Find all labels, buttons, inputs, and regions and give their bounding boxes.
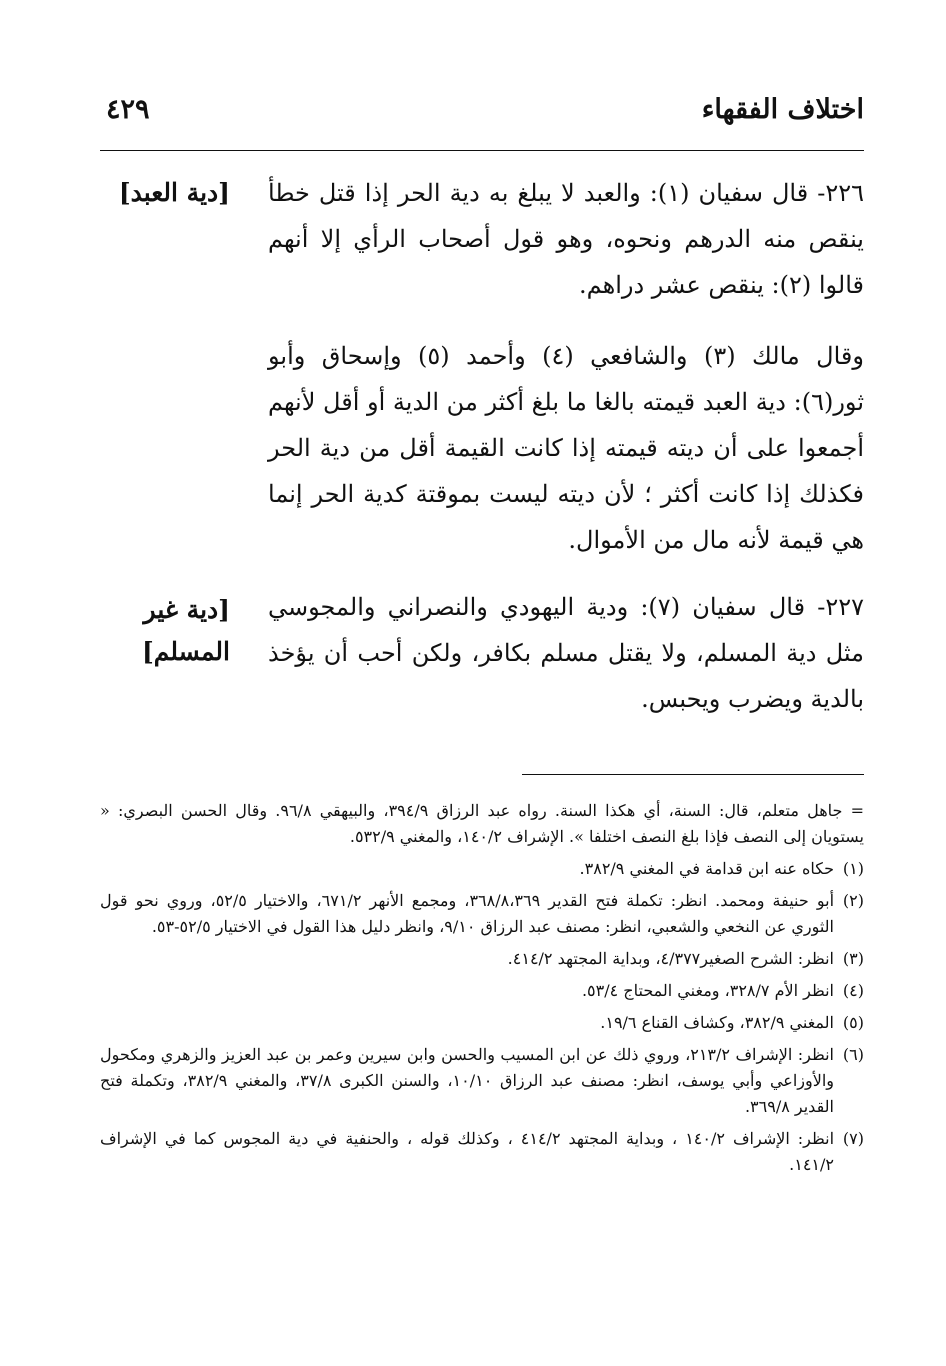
running-title: اختلاف الفقهاء xyxy=(701,94,864,125)
paragraph-226 xyxy=(268,170,864,308)
footnote-6 xyxy=(100,1042,864,1120)
header-divider xyxy=(100,150,864,151)
footnote-3 xyxy=(100,946,864,972)
footnote-1 xyxy=(100,856,864,882)
footnote-label: (٢) xyxy=(842,891,864,910)
paragraph-opinions-text: وقال مالك (٣) والشافعي (٤) وأحمد (٥) وإسحاق وأبو ثور(٦): دية العبد قيمته بالغا ما بلغ أكثر من الدية أو أقل لأنهم أجمعوا على أن ديته قيمته إذا كانت القيمة أقل من دية الحر فكذلك إذا كانت أكثر ؛ لأن ديته ليست بموقتة كدية الحر إنما هي قيمة لأنه مال من الأموال. xyxy=(268,342,864,554)
page-number: ٤٢٩ xyxy=(106,94,150,125)
page-header xyxy=(100,92,864,138)
footnote-4 xyxy=(100,978,864,1004)
footnote-text: انظر الأم ٣٢٨/٧، ومغني المحتاج ٥٣/٤. xyxy=(581,981,834,1000)
paragraph-opinions xyxy=(268,333,864,563)
margin-note-slave-blood-money xyxy=(100,172,230,214)
footnote-5 xyxy=(100,1010,864,1036)
footnote-text: انظر: الإشراف ٢١٣/٢، وروي ذلك عن ابن المسيب والحسن وابن سيرين وعمر بن عبد العزيز والزهري ومكحول والأوزاعي وأبي يوسف، انظر: مصنف عبد الرزاق ١٠/١٠، والسنن الكبرى ٣٧/٨، والمغني ٣٨٢/٩، وتكملة فتح القدير ٣٦٩/٨. xyxy=(100,1045,835,1116)
footnote-label: (٦) xyxy=(842,1045,864,1064)
footnote-2 xyxy=(100,888,864,940)
margin-note-2-line1: [دية غير xyxy=(143,595,230,624)
paragraph-227 xyxy=(268,584,864,722)
paragraph-226-text: ٢٢٦- قال سفيان (١): والعبد لا يبلغ به دية الحر إذا قتل خطأ ينقص منه الدرهم ونحوه، وهو قول أصحاب الرأي إلا أنهم قالوا (٢): ينقص عشر دراهم. xyxy=(268,179,864,299)
margin-note-1-text: [دية العبد] xyxy=(118,178,230,207)
footnote-text: انظر: الشرح الصغير٤/٣٧٧، وبداية المجتهد ٤١٤/٢. xyxy=(507,949,834,968)
footnote-text: انظر: الإشراف ١٤٠/٢ ، وبداية المجتهد ٤١٤/٢ ، وكذلك قوله ، والحنفية في دية المجوس كما في الإشراف ١٤١/٢. xyxy=(100,1129,835,1174)
footnote-label: (٧) xyxy=(842,1129,864,1148)
margin-note-2-line2: المسلم] xyxy=(141,637,230,666)
footnote-label: (٣) xyxy=(842,949,864,968)
footnote-label: (٤) xyxy=(842,981,864,1000)
footnote-7 xyxy=(100,1126,864,1178)
margin-note-non-muslim-blood-money xyxy=(100,589,230,673)
footnote-label: (٥) xyxy=(842,1013,864,1032)
footnote-divider xyxy=(522,774,864,775)
footnote-continuation: = جاهل متعلم، قال: السنة، أي هكذا السنة. رواه عبد الرزاق ٣٩٤/٩، والبيهقي ٩٦/٨. وقال الحسن البصري: « يستويان إلى النصف فإذا بلغ النصف اختلفا ». الإشراف ١٤٠/٢، والمغني ٥٣٢/٩. xyxy=(100,801,864,846)
footnote-text: حكاه عنه ابن قدامة في المغني ٣٨٢/٩. xyxy=(579,859,834,878)
paragraph-227-text: ٢٢٧- قال سفيان (٧): ودية اليهودي والنصراني والمجوسي مثل دية المسلم، ولا يقتل مسلم بكافر، ولكن أحب أن يؤخذ بالدية ويضرب ويحبس. xyxy=(268,593,864,713)
footnote-text: المغني ٣٨٢/٩، وكشاف القناع ١٩/٦. xyxy=(600,1013,834,1032)
footnote-text: أبو حنيفة ومحمد. انظر: تكملة فتح القدير ٣٦٨/٨،٣٦٩، ومجمع الأنهر ٦٧١/٢، والاختيار ٥٢/٥، وروي نحو قول الثوري عن النخعي والشعبي، انظر: مصنف عبد الرزاق ٩/١٠، وانظر دليل هذا القول في الاختيار ٥٢/٥-٥٣. xyxy=(100,891,835,936)
footnotes-section xyxy=(100,798,864,1184)
footnote-label: (١) xyxy=(842,859,864,878)
